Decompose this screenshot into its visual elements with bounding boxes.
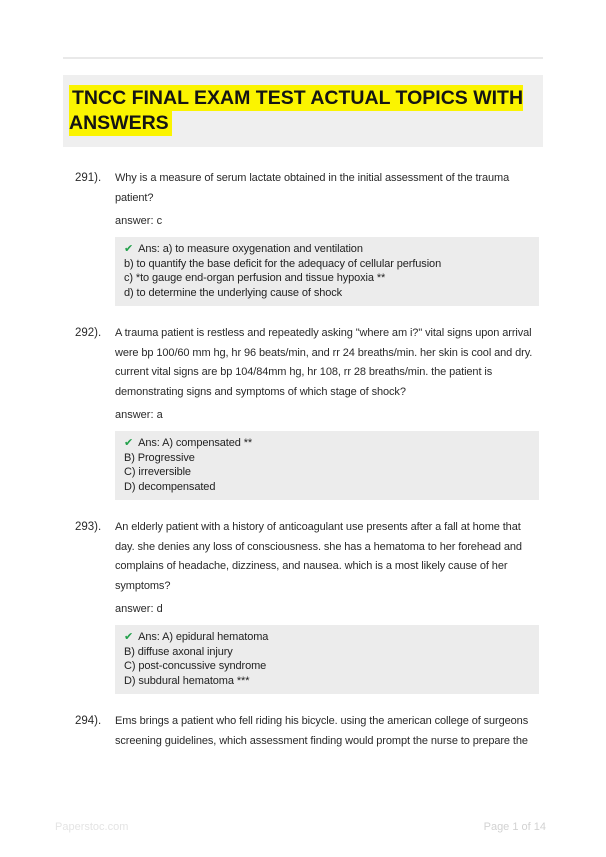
question-number: 294). (75, 715, 102, 727)
question-block (75, 324, 543, 500)
check-icon: ✔ (124, 631, 134, 643)
answer-option-text: B) diffuse axonal injury (124, 645, 233, 658)
answer-option-text: d) to determine the underlying cause of shock (124, 286, 343, 299)
page-number: Page 1 of 14 (483, 821, 546, 833)
answer-option (124, 659, 530, 674)
answer-option-text: D) subdural hematoma *** (124, 674, 250, 687)
answer-option (124, 257, 530, 272)
title-highlight: TNCC FINAL EXAM TEST ACTUAL TOPICS WITH ANSWERS (69, 87, 524, 134)
answer-box (115, 431, 539, 500)
question-block (75, 169, 543, 306)
question-text: Ems brings a patient who fell riding his bicycle. using the american college of surgeons screening guidelines, which assessment finding would prompt the nurse to prepare the (115, 715, 529, 747)
answer-option-text: C) irreversible (124, 466, 191, 478)
question-body (115, 169, 539, 306)
answer-option-text: Ans: A) epidural hematoma (138, 631, 269, 643)
answer-label: answer: c (115, 215, 163, 227)
page-title (69, 86, 535, 136)
title-box (63, 75, 543, 147)
answer-option-text: c) *to gauge end-organ perfusion and tissue hypoxia ** (124, 272, 386, 284)
question-body (115, 712, 539, 751)
answer-option (124, 480, 530, 495)
answer-option-text: B) Progressive (124, 451, 195, 464)
answer-option (124, 242, 530, 257)
top-divider (63, 57, 543, 59)
page-footer (55, 821, 546, 833)
question-number: 291). (75, 172, 102, 184)
answer-option (124, 630, 530, 645)
answer-option-text: Ans: a) to measure oxygenation and ventilation (138, 243, 363, 255)
question-number: 292). (75, 327, 102, 339)
answer-label: answer: d (115, 603, 163, 615)
answer-option (124, 451, 530, 466)
questions-list (75, 169, 543, 751)
question-body (115, 324, 539, 500)
answer-option (124, 674, 530, 689)
question-text: An elderly patient with a history of anticoagulant use presents after a fall at home that day. she denies any loss of consciousness. she has a hematoma to her forehead and complains of headache, dizziness, and nausea. which is a most likely cause of her symptoms? (115, 521, 522, 592)
check-icon: ✔ (124, 437, 134, 449)
answer-box (115, 625, 539, 694)
question-block (75, 518, 543, 694)
question-text: A trauma patient is restless and repeatedly asking "where am i?" vital signs upon arrival were bp 100/60 mm hg, hr 96 beats/min, and rr 24 breaths/min. her skin is cool and dry. current vital signs are bp 104/84mm hg, hr 108, rr 28 breaths/min. the patient is demonstrating signs and symptoms of which stage of shock? (115, 327, 533, 398)
question-number: 293). (75, 521, 102, 533)
answer-option (124, 645, 530, 660)
answer-box (115, 237, 539, 306)
question-body (115, 518, 539, 694)
check-icon: ✔ (124, 243, 134, 255)
answer-option-text: C) post-concussive syndrome (124, 660, 267, 672)
question-text: Why is a measure of serum lactate obtained in the initial assessment of the trauma patient? (115, 172, 510, 204)
question-block (75, 712, 543, 751)
answer-option-text: b) to quantify the base deficit for the adequacy of cellular perfusion (124, 257, 442, 270)
document-page (0, 57, 606, 857)
answer-option-text: Ans: A) compensated ** (138, 437, 253, 449)
answer-option (124, 271, 530, 286)
answer-option (124, 465, 530, 480)
answer-option-text: D) decompensated (124, 480, 216, 493)
answer-label: answer: a (115, 409, 163, 421)
answer-option (124, 286, 530, 301)
watermark: Paperstoc.com (55, 821, 129, 833)
answer-option (124, 436, 530, 451)
